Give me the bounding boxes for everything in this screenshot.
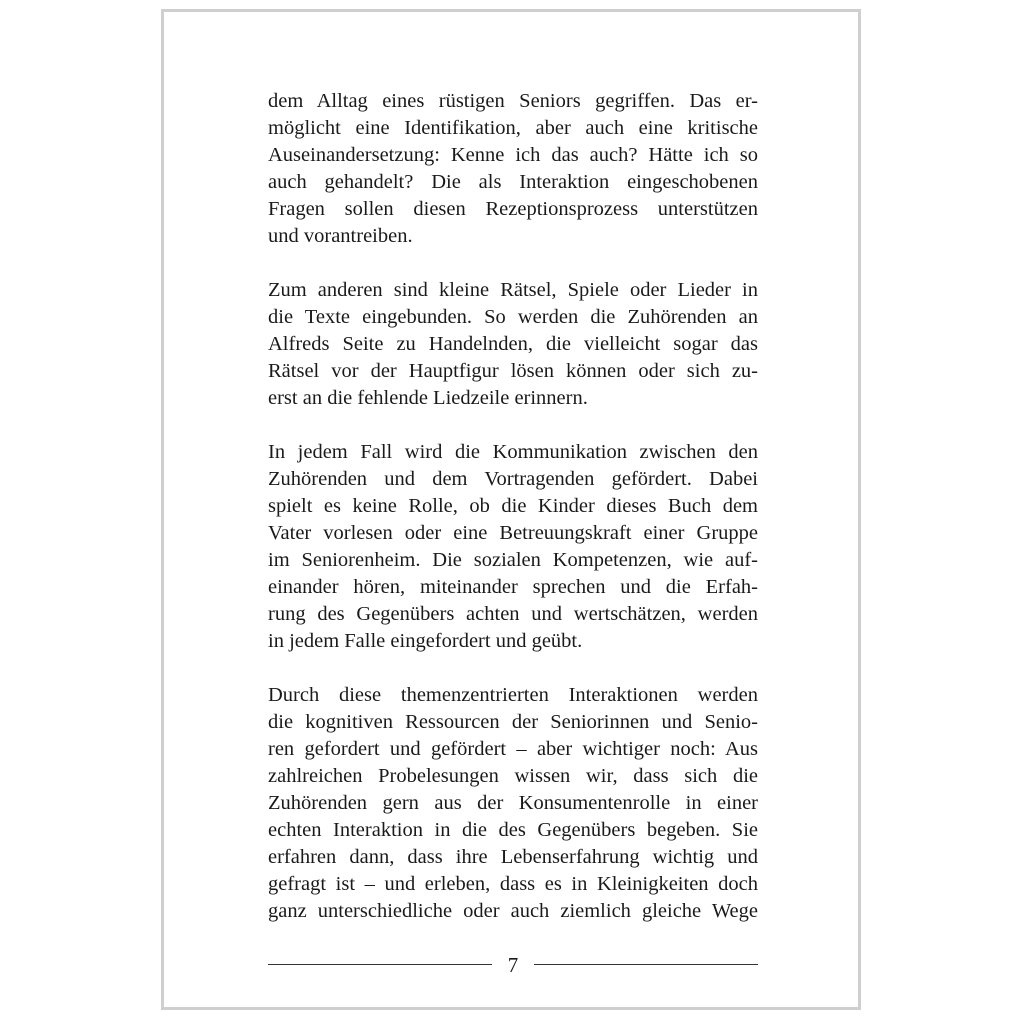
footer-rule-left <box>268 964 492 965</box>
text-line: rung des Gegenübers achten und wertschätzen, werden <box>268 603 758 625</box>
text-line: Vater vorlesen oder eine Betreuungskraft einer Gruppe <box>268 522 758 544</box>
text-line: Alfreds Seite zu Handelnden, die vielleicht sogar das <box>268 333 758 355</box>
text-line: echten Interaktion in die des Gegenübers begeben. Sie <box>268 819 758 841</box>
text-line: gefragt ist – und erleben, dass es in Kleinigkeiten doch <box>268 873 758 895</box>
text-line: und vorantreiben. <box>268 225 413 247</box>
text-line: erst an die fehlende Liedzeile erinnern. <box>268 387 588 409</box>
text-line: erfahren dann, dass ihre Lebenserfahrung wichtig und <box>268 846 758 868</box>
text-line: die kognitiven Ressourcen der Seniorinnen und Senio- <box>268 711 758 733</box>
text-line: ren gefordert und gefördert – aber wichtiger noch: Aus <box>268 738 758 760</box>
paragraph-2 <box>268 277 758 412</box>
text-line: Rätsel vor der Hauptfigur lösen können oder sich zu- <box>268 360 758 382</box>
page-footer <box>268 952 758 978</box>
text-line: Zuhörenden und dem Vortragenden gefördert. Dabei <box>268 468 758 490</box>
paragraph-1 <box>268 88 758 250</box>
text-line: Durch diese themenzentrierten Interaktionen werden <box>268 684 758 706</box>
text-line: zahlreichen Probelesungen wissen wir, dass sich die <box>268 765 758 787</box>
text-line: einander hören, miteinander sprechen und die Erfah- <box>268 576 758 598</box>
paragraph-4 <box>268 682 758 925</box>
text-line: die Texte eingebunden. So werden die Zuhörenden an <box>268 306 758 328</box>
text-line: im Seniorenheim. Die sozialen Kompetenzen, wie auf- <box>268 549 758 571</box>
text-line: Fragen sollen diesen Rezeptionsprozess unterstützen <box>268 198 758 220</box>
text-line: spielt es keine Rolle, ob die Kinder dieses Buch dem <box>268 495 758 517</box>
text-line: Auseinandersetzung: Kenne ich das auch? Hätte ich so <box>268 144 758 166</box>
text-line: auch gehandelt? Die als Interaktion eingeschobenen <box>268 171 758 193</box>
text-line: möglicht eine Identifikation, aber auch eine kritische <box>268 117 758 139</box>
text-line: ganz unterschiedliche oder auch ziemlich gleiche Wege <box>268 900 758 922</box>
text-line: Zum anderen sind kleine Rätsel, Spiele oder Lieder in <box>268 279 758 301</box>
text-line: In jedem Fall wird die Kommunikation zwischen den <box>268 441 758 463</box>
page-number: 7 <box>507 953 519 977</box>
body-text <box>268 88 758 952</box>
footer-rule-right <box>534 964 758 965</box>
paragraph-3 <box>268 439 758 655</box>
text-line: in jedem Falle eingefordert und geübt. <box>268 630 583 652</box>
text-line: Zuhörenden gern aus der Konsumentenrolle in einer <box>268 792 758 814</box>
text-line: dem Alltag eines rüstigen Seniors gegriffen. Das er- <box>268 90 758 112</box>
